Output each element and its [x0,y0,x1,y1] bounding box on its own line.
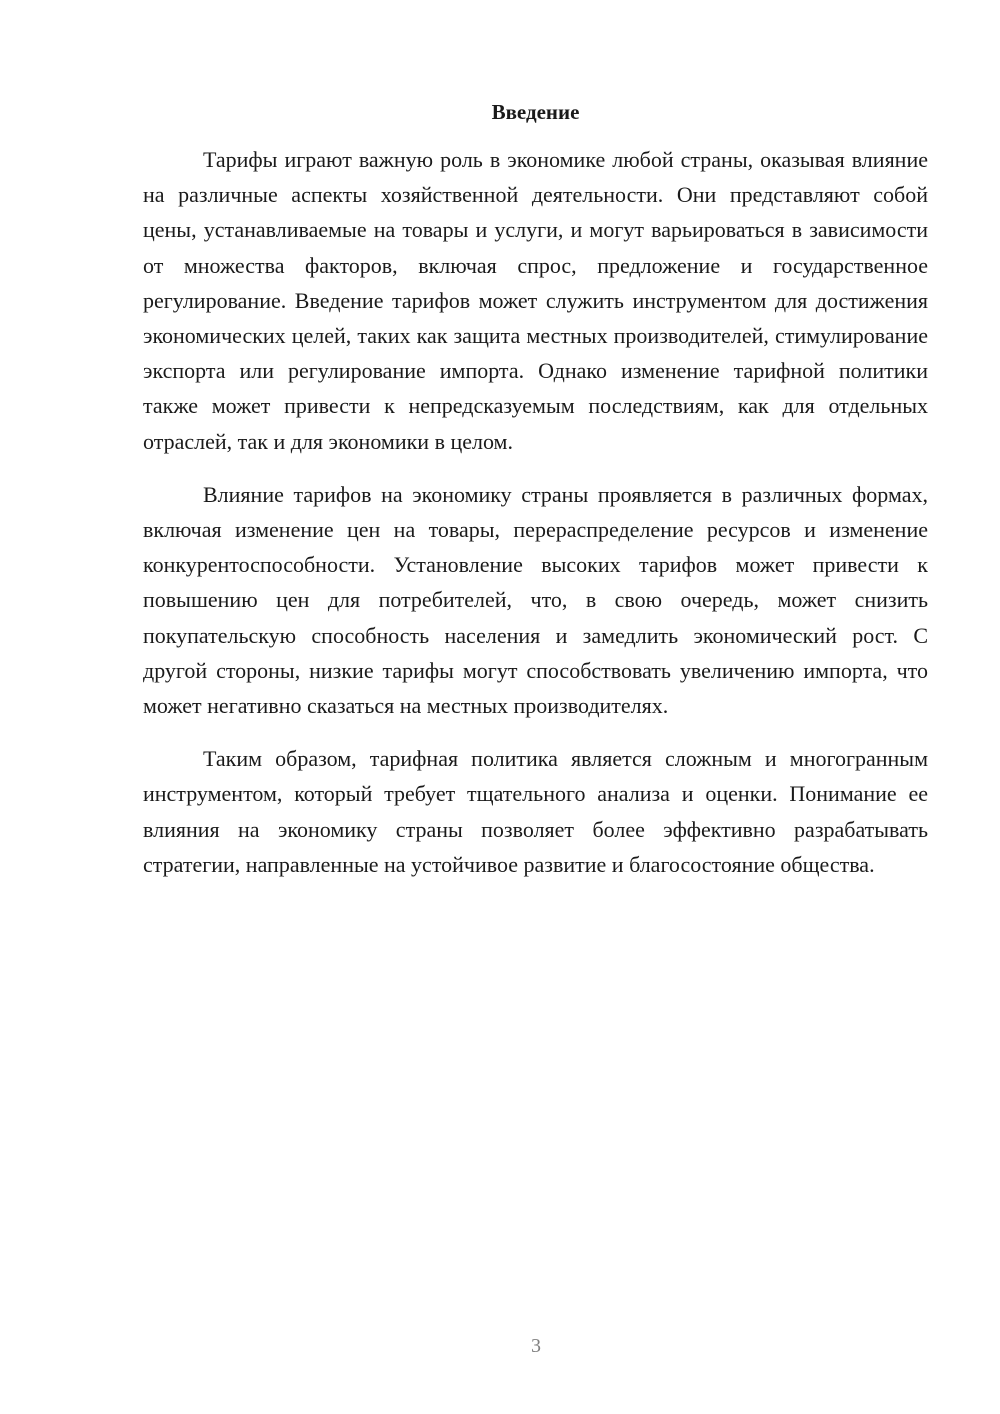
paragraph-3: Таким образом, тарифная политика является сложным и многогранным инструментом, который требует тщательного анализа и оценки. Понимание ее влияния на экономику страны позволяет более эффективно разрабатывать стратегии, направленные на устойчивое развитие и благосостояние общества. [143,746,928,877]
page-number: 3 [531,1335,541,1357]
paragraph-2: Влияние тарифов на экономику страны проявляется в различных формах, включая изменение цен на товары, перераспределение ресурсов и изменение конкурентоспособности. Установление высоких тарифов может привести к повышению цен для потребителей, что, в свою очередь, может снизить покупательскую способность населения и замедлить экономический рост. С другой стороны, низкие тарифы могут способствовать увеличению импорта, что может негативно сказаться на местных производителях. [143,481,928,719]
section-title: Введение [491,100,580,124]
paragraph-1: Тарифы играют важную роль в экономике любой страны, оказывая влияние на различные аспекты хозяйственной деятельности. Они представляют собой цены, устанавливаемые на товары и услуги, и могут варьироваться в зависимости от множества факторов, включая спрос, предложение и государственное регулирование. Введение тарифов может служить инструментом для достижения экономических целей, таких как защита местных производителей, стимулирование экспорта или регулирование импорта. Однако изменение тарифной политики также может привести к непредсказуемым последствиям, как для отдельных отраслей, так и для экономики в целом. [143,147,928,454]
body-text [143,142,928,882]
